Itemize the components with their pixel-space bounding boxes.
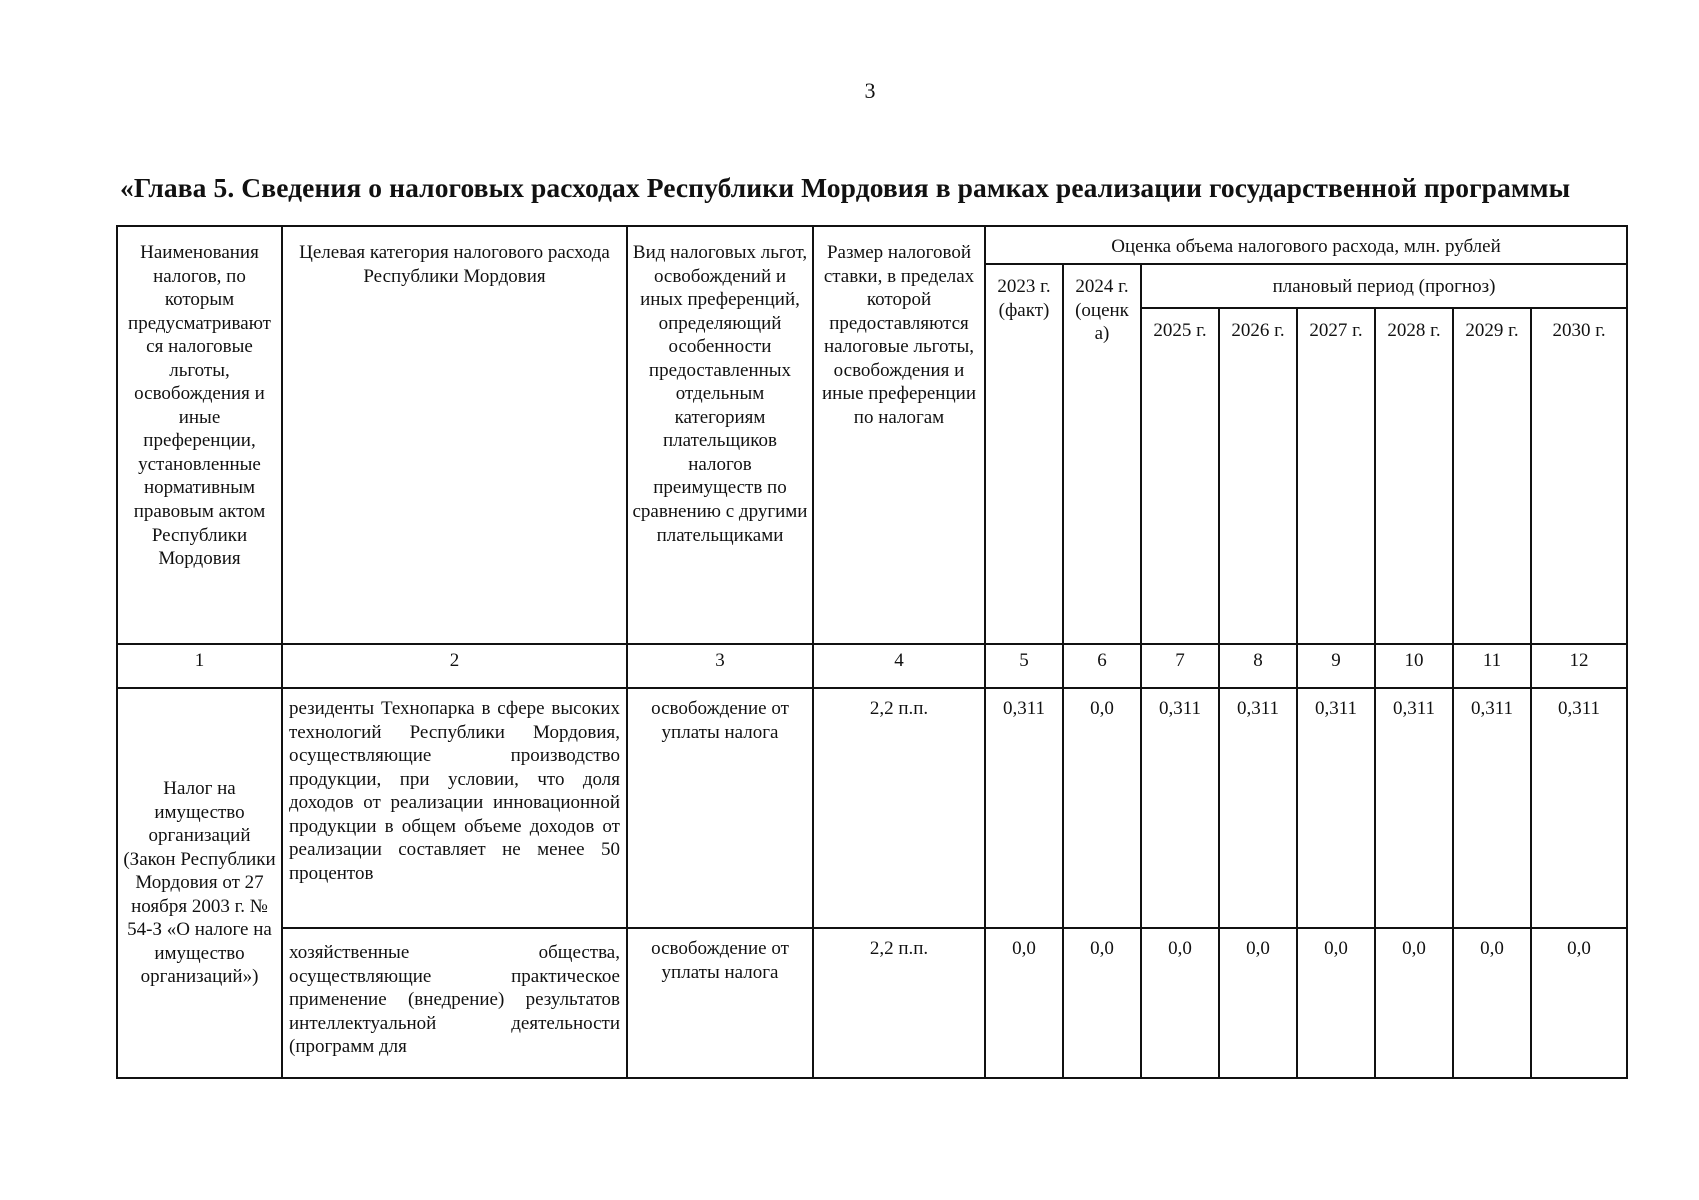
tax-rate-cell: 2,2 п.п. <box>813 928 985 1078</box>
header-planned-period: плановый период (прогноз) <box>1141 264 1627 308</box>
header-year-2029: 2029 г. <box>1453 308 1531 644</box>
column-number: 7 <box>1141 644 1219 688</box>
benefit-type-cell: освобождение от уплаты налога <box>627 688 813 928</box>
table-row <box>117 688 1627 928</box>
tax-expenditure-table <box>116 225 1628 1079</box>
tax-rate-cell: 2,2 п.п. <box>813 688 985 928</box>
value-2028: 0,311 <box>1375 688 1453 928</box>
value-2027: 0,0 <box>1297 928 1375 1078</box>
header-target-category: Целевая категория налогового расхода Республики Мордовия <box>282 226 627 644</box>
column-number: 6 <box>1063 644 1141 688</box>
column-numbers-row <box>117 644 1627 688</box>
chapter-heading: «Глава 5. Сведения о налоговых расходах Республики Мордовия в рамках реализации государственной программы <box>120 172 1571 203</box>
value-2025: 0,0 <box>1141 928 1219 1078</box>
header-year-2024: 2024 г. (оценк а) <box>1063 264 1141 644</box>
value-2026: 0,311 <box>1219 688 1297 928</box>
column-number: 8 <box>1219 644 1297 688</box>
tax-name-cell: Налог на имущество организаций (Закон Республики Мордовия от 27 ноября 2003 г. № 54-З «О налоге на имущество организаций») <box>117 688 282 1078</box>
value-2024: 0,0 <box>1063 928 1141 1078</box>
header-year-2027: 2027 г. <box>1297 308 1375 644</box>
column-number: 4 <box>813 644 985 688</box>
target-category-cell: хозяйственные общества, осуществляющие практическое применение (внедрение) результатов интеллектуальной деятельности (программ для <box>282 928 627 1078</box>
header-year-2026: 2026 г. <box>1219 308 1297 644</box>
header-tax-names: Наименования налогов, по которым предусматривают ся налоговые льготы, освобождения и иные преференции, установленные нормативным правовым актом Республики Мордовия <box>117 226 282 644</box>
header-tax-rate: Размер налоговой ставки, в пределах которой предоставляются налоговые льготы, освобождения и иные преференции по налогам <box>813 226 985 644</box>
column-number: 3 <box>627 644 813 688</box>
column-number: 2 <box>282 644 627 688</box>
value-2029: 0,0 <box>1453 928 1531 1078</box>
column-number: 9 <box>1297 644 1375 688</box>
value-2030: 0,0 <box>1531 928 1627 1078</box>
header-estimate-group: Оценка объема налогового расхода, млн. рублей <box>985 226 1627 264</box>
header-benefit-type: Вид налоговых льгот, освобождений и иных преференций, определяющий особенности предоставленных отдельным категориям плательщиков налогов преимуществ по сравнению с другими плательщиками <box>627 226 813 644</box>
table-row <box>117 928 1627 1078</box>
value-2023: 0,0 <box>985 928 1063 1078</box>
column-number: 12 <box>1531 644 1627 688</box>
header-year-2030: 2030 г. <box>1531 308 1627 644</box>
column-number: 11 <box>1453 644 1531 688</box>
column-number: 1 <box>117 644 282 688</box>
target-category-cell: резиденты Технопарка в сфере высоких технологий Республики Мордовия, осуществляющие производство продукции, при условии, что доля доходов от реализации инновационной продукции в общем объеме доходов от реализации составляет не менее 50 процентов <box>282 688 627 928</box>
column-number: 10 <box>1375 644 1453 688</box>
value-2028: 0,0 <box>1375 928 1453 1078</box>
value-2029: 0,311 <box>1453 688 1531 928</box>
benefit-type-cell: освобождение от уплаты налога <box>627 928 813 1078</box>
value-2030: 0,311 <box>1531 688 1627 928</box>
value-2023: 0,311 <box>985 688 1063 928</box>
header-year-2023: 2023 г. (факт) <box>985 264 1063 644</box>
header-year-2025: 2025 г. <box>1141 308 1219 644</box>
value-2025: 0,311 <box>1141 688 1219 928</box>
value-2027: 0,311 <box>1297 688 1375 928</box>
column-number: 5 <box>985 644 1063 688</box>
header-year-2028: 2028 г. <box>1375 308 1453 644</box>
value-2024: 0,0 <box>1063 688 1141 928</box>
page-number: 3 <box>864 78 876 103</box>
value-2026: 0,0 <box>1219 928 1297 1078</box>
